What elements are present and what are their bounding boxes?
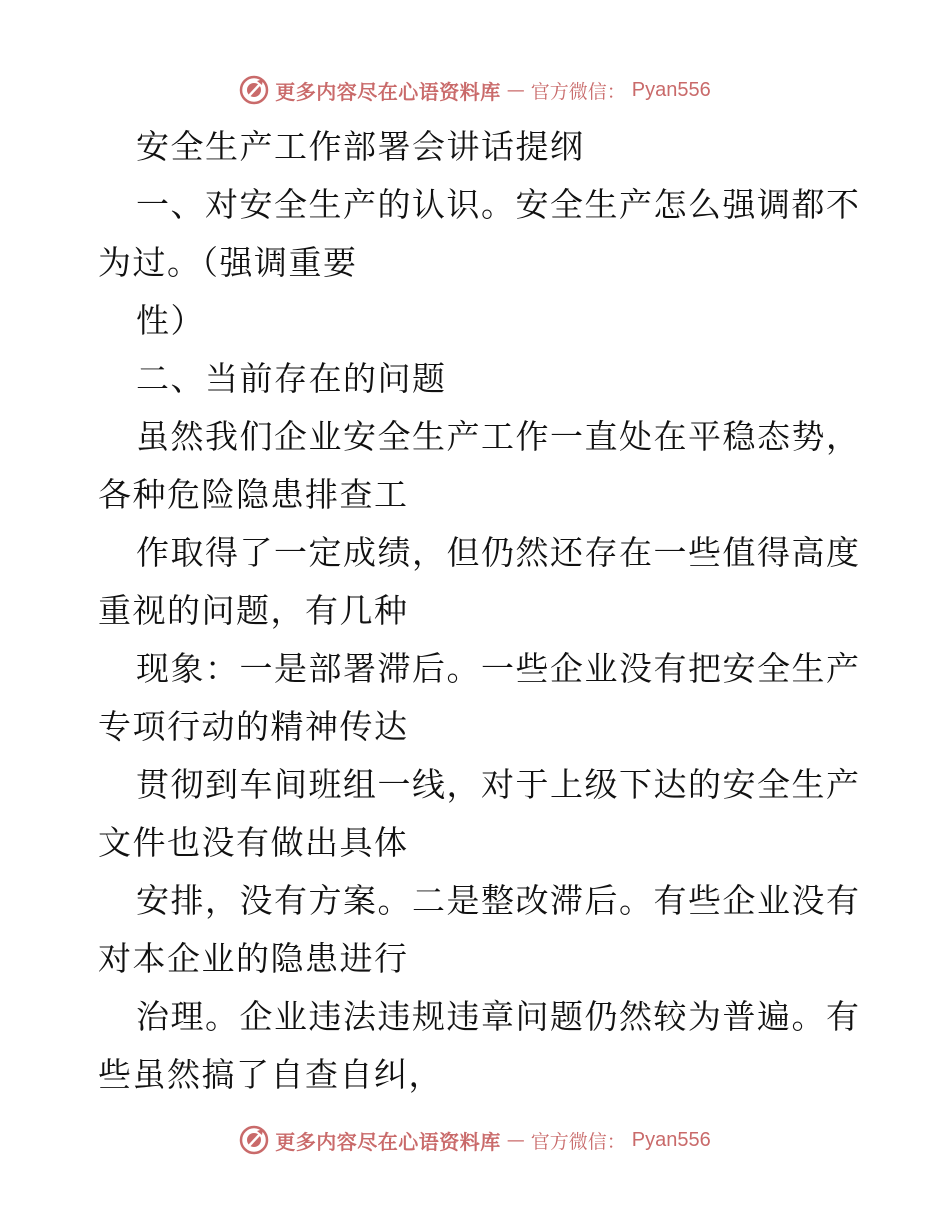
doc-line: 为过。（强调重要 <box>98 243 358 282</box>
doc-section-heading: 二、当前存在的问题 <box>136 359 447 398</box>
document-body <box>98 118 861 1104</box>
footer-separator: — <box>506 1129 525 1151</box>
doc-line: 专项行动的精神传达 <box>98 707 409 746</box>
header-wechat-id: Pyan556 <box>631 78 711 101</box>
doc-line: 现象：一是部署滞后。一些企业没有把安全生产 <box>136 649 861 688</box>
footer-wechat-id: Pyan556 <box>631 1128 711 1151</box>
doc-line: 对本企业的隐患进行 <box>98 939 409 978</box>
footer-banner <box>0 1120 950 1160</box>
doc-line: 重视的问题，有几种 <box>98 591 409 630</box>
footer-brand: 更多内容尽在心语资料库 <box>275 1129 501 1154</box>
doc-line: 虽然我们企业安全生产工作一直处在平稳态势， <box>136 417 861 456</box>
doc-line: 各种危险隐患排查工 <box>98 475 409 514</box>
footer-wechat-label: 官方微信： <box>530 1130 626 1153</box>
seal-logo-icon <box>239 1125 269 1155</box>
doc-line: 治理。企业违法违规违章问题仍然较为普遍。有 <box>136 997 861 1036</box>
doc-line: 文件也没有做出具体 <box>98 823 409 862</box>
doc-line: 安排，没有方案。二是整改滞后。有些企业没有 <box>136 881 861 920</box>
doc-line: 贯彻到车间班组一线，对于上级下达的安全生产 <box>136 765 861 804</box>
header-separator: — <box>506 79 525 101</box>
doc-line: 作取得了一定成绩，但仍然还存在一些值得高度 <box>136 533 861 572</box>
doc-line: 些虽然搞了自查自纠， <box>98 1055 443 1094</box>
header-brand: 更多内容尽在心语资料库 <box>275 79 501 104</box>
doc-line: 性） <box>136 301 205 340</box>
seal-logo-icon <box>239 75 269 105</box>
header-wechat-label: 官方微信： <box>530 80 626 103</box>
header-banner <box>0 70 950 110</box>
doc-line: 一、对安全生产的认识。安全生产怎么强调都不 <box>136 185 861 224</box>
doc-title: 安全生产工作部署会讲话提纲 <box>136 127 585 166</box>
